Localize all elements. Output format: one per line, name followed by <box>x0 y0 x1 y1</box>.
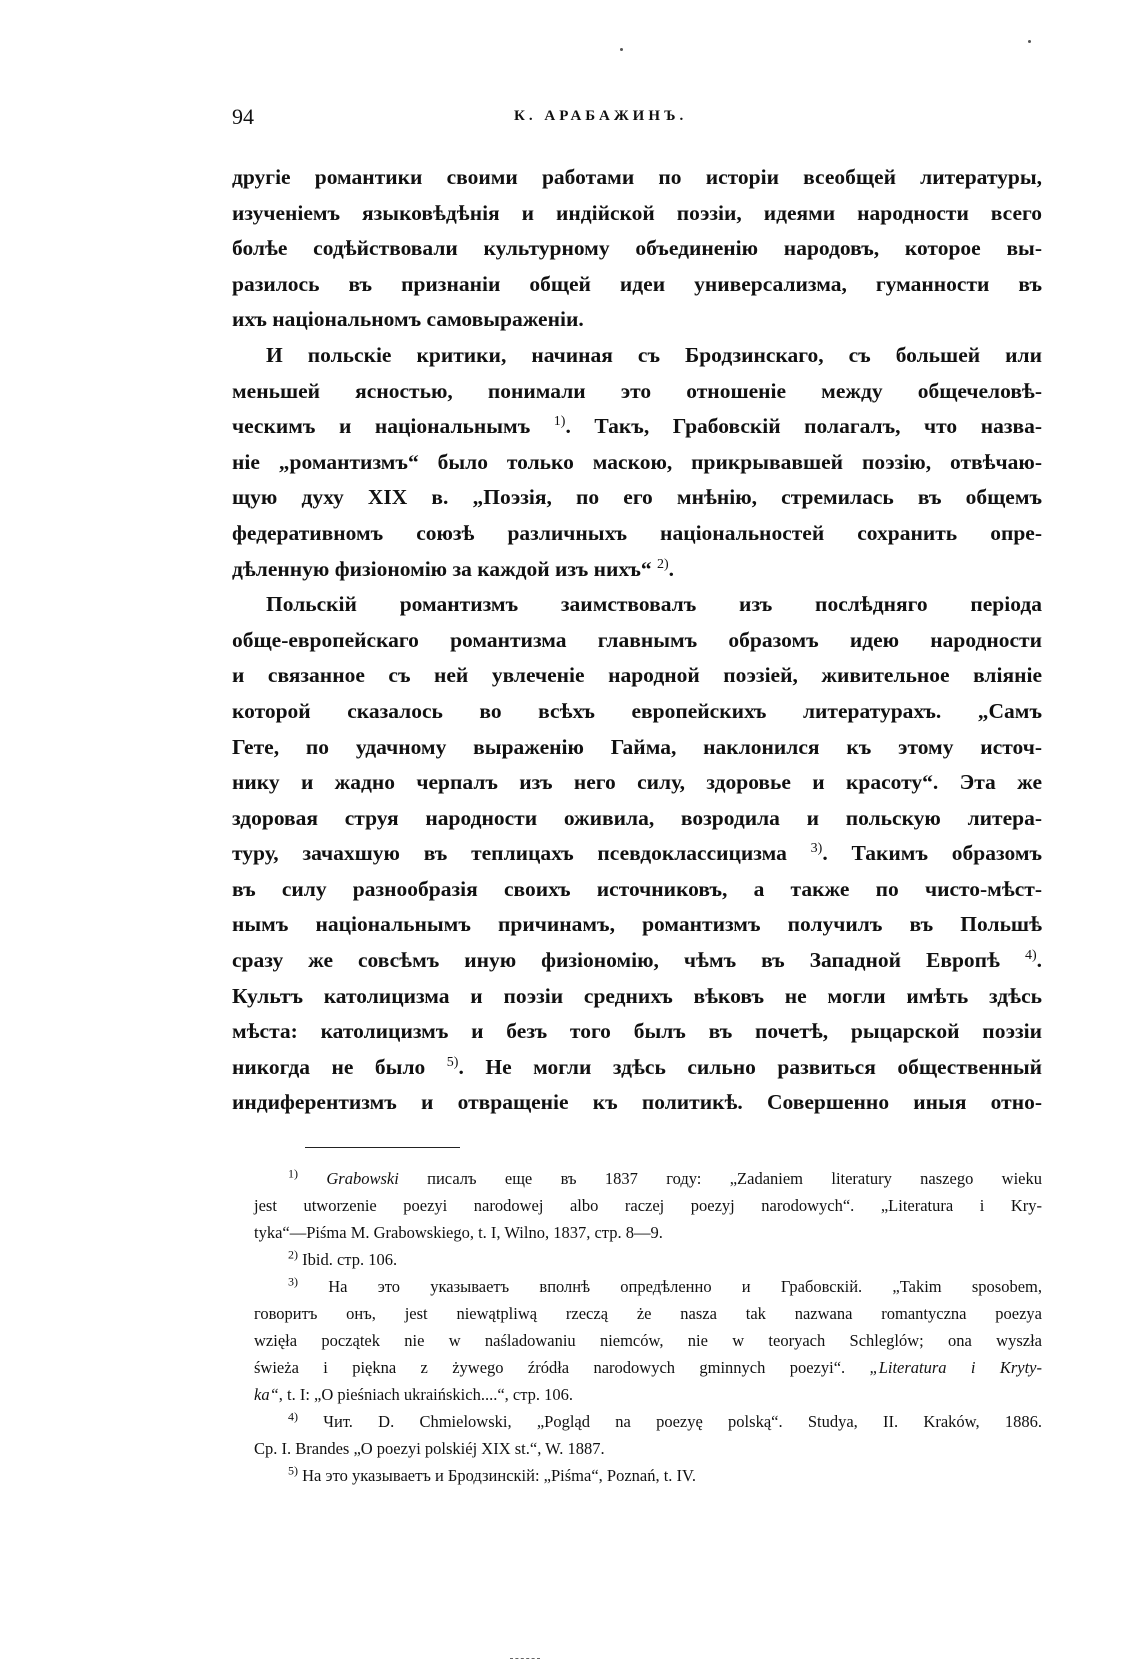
footnote-4 <box>254 1408 1042 1435</box>
running-head: К. АРАБАЖИНЪ. <box>514 108 688 124</box>
text-fragment: никогда не было <box>232 1054 426 1079</box>
footnote-ref: 3) <box>810 841 823 857</box>
text-line <box>232 1050 1042 1086</box>
text-line: мѣста: католицизмъ и безъ того былъ въ почетѣ, рыцарской поэзіи <box>232 1019 1042 1044</box>
footnote-mark: 2) <box>288 1247 298 1262</box>
text-fragment: . <box>668 556 675 581</box>
footnote-5 <box>254 1462 1042 1489</box>
text-fragment: Чит. D. Chmielowski, „Pogląd na poezyę polską“. Studya, II. Kraków, 1886. <box>323 1412 1043 1431</box>
footnote-mark: 3) <box>288 1274 298 1289</box>
text-fragment: ческимъ и національнымъ <box>232 414 531 439</box>
text-line: Гете, по удачному выраженію Гайма, наклонился къ этому источ- <box>232 734 1042 759</box>
paragraph-2 <box>232 338 1042 587</box>
text-fragment: На это указываетъ и Бродзинскій: „Piśma“, Poznań, t. IV. <box>302 1466 696 1485</box>
text-line <box>232 409 1042 445</box>
text-fragment: писалъ еще въ 1837 году: „Zadaniem literatury naszego wieku <box>398 1169 1043 1188</box>
text-line: болѣе содѣйствовали культурному объединенію народовъ, которое вы- <box>232 236 1042 261</box>
text-fragment: На это указываетъ вполнѣ опредѣленно и Грабовскій. „Takim sposobem, <box>328 1277 1042 1296</box>
footnote-3 <box>254 1273 1042 1300</box>
text-line <box>254 1354 1042 1381</box>
text-line: индиферентизмъ и отвращеніе къ политикѣ. Совершенно иныя отно- <box>232 1090 1042 1115</box>
book-title: „Literatura i Kryty- <box>869 1358 1042 1377</box>
footnote-2 <box>254 1246 1042 1273</box>
text-line: и связанное съ ней увлеченіе народной поэзіей, живительное вліяніе <box>232 663 1042 688</box>
page-header <box>232 104 1042 134</box>
text-line <box>232 552 1042 588</box>
text-fragment: сразу же совсѣмъ иную физіономію, чѣмъ въ Западной Европѣ <box>232 948 1000 973</box>
scan-speck <box>620 48 623 51</box>
text-line: въ силу разнообразія своихъ источниковъ, а также по чисто-мѣст- <box>232 876 1042 901</box>
text-fragment: туру, зачахшую въ теплицахъ псевдоклассицизма <box>232 841 787 866</box>
text-fragment: , t. I: „O pieśniach ukraińskich....“, стр. 106. <box>278 1385 574 1404</box>
text-line: нику и жадно черпалъ изъ него силу, здоровье и красоту“. Эта же <box>232 770 1042 795</box>
text-line <box>232 943 1042 979</box>
scan-edge-mark <box>510 1658 540 1659</box>
text-fragment: . Такимъ образомъ <box>822 841 1042 866</box>
text-line: ихъ національномъ самовыраженіи. <box>232 307 584 332</box>
text-line: здоровая струя народности оживила, возродила и польскую литера- <box>232 805 1042 830</box>
text-line: И польскіе критики, начиная съ Бродзинскаго, съ большей или <box>266 342 1042 367</box>
text-line: изученіемъ языковѣдѣнія и индійской поэзіи, идеями народности всего <box>232 200 1042 225</box>
footnote-author: Grabowski <box>326 1169 399 1188</box>
text-fragment: . Не могли здѣсь сильно развиться общественный <box>458 1054 1043 1079</box>
footnote-ref: 2) <box>656 556 669 572</box>
footnote-ref: 1) <box>553 414 566 429</box>
text-line: jest utworzenie poezyi narodowej albo raczej poezyj narodowych“. „Literatura i Kry- <box>254 1196 1042 1215</box>
text-line: tyka“—Piśma M. Grabowskiego, t. I, Wilno, 1837, стр. 8—9. <box>254 1223 663 1242</box>
text-line: нымъ національнымъ причинамъ, романтизмъ получилъ въ Польшѣ <box>232 912 1042 937</box>
book-title: ka“ <box>254 1385 279 1404</box>
text-fragment: . Такъ, Грабовскій полагалъ, что назва- <box>565 414 1042 439</box>
text-line: говоритъ онъ, jest niewątpliwą rzeczą że nasza tak nazwana romantyczna poezya <box>254 1304 1042 1323</box>
text-line: меньшей ясностью, понимали это отношеніе между общечеловѣ- <box>232 378 1042 403</box>
footnote-ref: 4) <box>1024 947 1037 963</box>
text-line <box>232 836 1042 872</box>
text-fragment: świeża i piękna z żywego źródła narodowych gminnych poezyi“. <box>254 1358 870 1377</box>
text-line: ніе „романтизмъ“ было только маскою, прикрывавшей поэзію, отвѣчаю- <box>232 449 1042 474</box>
footnote-mark: 5) <box>288 1463 298 1478</box>
footnote-ref: 5) <box>446 1054 459 1070</box>
text-line <box>254 1381 1042 1408</box>
footnote-mark: 1) <box>288 1166 298 1181</box>
text-line: wzięła początek nie w naśladowaniu niemców, nie w teoryach Schleglów; ona wyszła <box>254 1331 1042 1350</box>
footnote-divider <box>305 1147 460 1148</box>
text-fragment: дѣленную физіономію за каждой изъ нихъ“ <box>232 556 652 581</box>
text-line: обще-европейскаго романтизма главнымъ образомъ идею народности <box>232 627 1042 652</box>
text-fragment: . <box>1036 948 1042 973</box>
text-line: Ср. I. Brandes „O poezyi polskiéj XIX st.“, W. 1887. <box>254 1439 605 1458</box>
text-line: другіе романтики своими работами по исторіи всеобщей литературы, <box>232 165 1042 189</box>
footnotes <box>254 1165 1042 1489</box>
page-number: 94 <box>232 104 254 129</box>
footnote-1 <box>254 1165 1042 1192</box>
text-line: которой сказалось во всѣхъ европейскихъ литературахъ. „Самъ <box>232 698 1042 723</box>
body-text <box>232 160 1042 1121</box>
footnote-mark: 4) <box>288 1409 298 1424</box>
text-line: Культъ католицизма и поэзіи среднихъ вѣковъ не могли имѣть здѣсь <box>232 983 1042 1008</box>
text-line: федеративномъ союзѣ различныхъ національностей сохранить опре- <box>232 520 1042 545</box>
paragraph-3 <box>232 587 1042 1121</box>
text-line: Польскій романтизмъ заимствовалъ изъ послѣдняго періода <box>266 592 1042 617</box>
scan-speck <box>1028 40 1031 43</box>
text-fragment: Ibid. стр. 106. <box>302 1250 398 1269</box>
paragraph-1 <box>232 160 1042 338</box>
text-line: разилось въ признаніи общей идеи универсализма, гуманности въ <box>232 271 1042 296</box>
text-line: щую духу XIX в. „Поэзія, по его мнѣнію, стремилась въ общемъ <box>232 485 1042 510</box>
